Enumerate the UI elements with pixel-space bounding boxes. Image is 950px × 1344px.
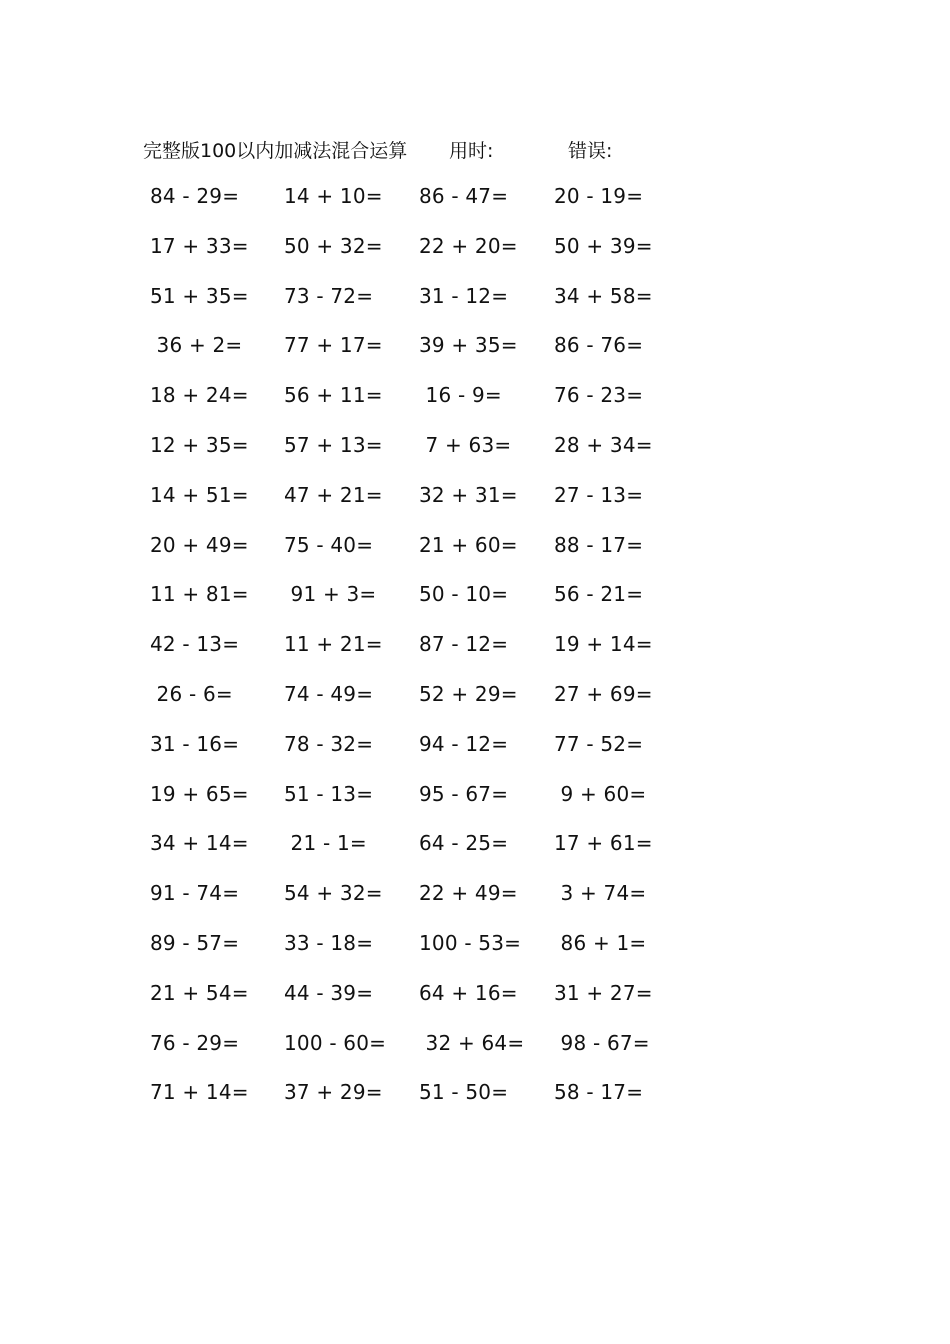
math-problem: 19 + 65= xyxy=(150,781,249,806)
math-problem: 14 + 51= xyxy=(150,482,249,507)
problem-row xyxy=(0,827,950,877)
problem-row xyxy=(0,429,950,479)
math-problem: 98 - 67= xyxy=(554,1030,650,1055)
math-problem: 16 - 9= xyxy=(419,383,502,408)
math-problem: 9 + 60= xyxy=(554,781,647,806)
math-problem: 77 - 52= xyxy=(554,731,644,756)
math-problem: 50 + 39= xyxy=(554,233,653,258)
math-problem: 20 + 49= xyxy=(150,532,249,557)
math-problem: 86 - 76= xyxy=(554,333,644,358)
problem-row xyxy=(0,728,950,778)
problem-row xyxy=(0,479,950,529)
math-problem: 11 + 21= xyxy=(284,632,383,657)
problem-row xyxy=(0,977,950,1027)
problem-row xyxy=(0,329,950,379)
math-problem: 33 - 18= xyxy=(284,930,374,955)
math-problem: 88 - 17= xyxy=(554,532,644,557)
math-problem: 76 - 23= xyxy=(554,383,644,408)
math-problem: 17 + 33= xyxy=(150,233,249,258)
problem-row xyxy=(0,280,950,330)
math-problem: 89 - 57= xyxy=(150,930,240,955)
math-problem: 86 + 1= xyxy=(554,930,647,955)
math-problem: 95 - 67= xyxy=(419,781,509,806)
problem-row xyxy=(0,778,950,828)
time-used-label: 用时: xyxy=(449,140,494,162)
math-problem: 50 - 10= xyxy=(419,582,509,607)
math-problem: 31 - 16= xyxy=(150,731,240,756)
math-problem: 36 + 2= xyxy=(150,333,243,358)
problem-row xyxy=(0,230,950,280)
math-problem: 12 + 35= xyxy=(150,432,249,457)
problem-row xyxy=(0,578,950,628)
math-problem: 100 - 60= xyxy=(284,1030,387,1055)
errors-label: 错误: xyxy=(568,140,613,162)
worksheet-title: 完整版100以内加减法混合运算 xyxy=(143,140,408,162)
math-problem: 91 + 3= xyxy=(284,582,377,607)
math-problem: 27 - 13= xyxy=(554,482,644,507)
math-problem: 17 + 61= xyxy=(554,831,653,856)
problem-row xyxy=(0,927,950,977)
math-problem: 64 + 16= xyxy=(419,980,518,1005)
math-problem: 84 - 29= xyxy=(150,184,240,208)
problem-row xyxy=(0,1076,950,1126)
math-problem: 50 + 32= xyxy=(284,233,383,258)
math-problem: 18 + 24= xyxy=(150,383,249,408)
problem-row xyxy=(0,529,950,579)
math-problem: 31 + 27= xyxy=(554,980,653,1005)
math-problem: 51 - 50= xyxy=(419,1080,509,1105)
math-problem: 22 + 20= xyxy=(419,233,518,258)
problem-row xyxy=(0,1027,950,1077)
math-problem: 87 - 12= xyxy=(419,632,509,657)
math-problem: 32 + 64= xyxy=(419,1030,525,1055)
math-problem: 54 + 32= xyxy=(284,881,383,906)
math-problem: 71 + 14= xyxy=(150,1080,249,1105)
math-problem: 56 - 21= xyxy=(554,582,644,607)
math-problem: 56 + 11= xyxy=(284,383,383,408)
problem-row xyxy=(0,180,950,230)
math-problem: 47 + 21= xyxy=(284,482,383,507)
math-problem: 51 + 35= xyxy=(150,283,249,308)
problem-row xyxy=(0,877,950,927)
math-problem: 86 - 47= xyxy=(419,184,509,208)
math-problem: 28 + 34= xyxy=(554,432,653,457)
math-problem: 77 + 17= xyxy=(284,333,383,358)
math-problem: 58 - 17= xyxy=(554,1080,644,1105)
math-problem: 64 - 25= xyxy=(419,831,509,856)
math-problem: 22 + 49= xyxy=(419,881,518,906)
math-problem: 52 + 29= xyxy=(419,681,518,706)
math-problem: 37 + 29= xyxy=(284,1080,383,1105)
math-problem: 44 - 39= xyxy=(284,980,374,1005)
math-problem: 34 + 14= xyxy=(150,831,249,856)
math-problem: 34 + 58= xyxy=(554,283,653,308)
problem-row xyxy=(0,379,950,429)
math-problem: 57 + 13= xyxy=(284,432,383,457)
problem-grid xyxy=(0,180,950,1126)
math-problem: 78 - 32= xyxy=(284,731,374,756)
math-problem: 14 + 10= xyxy=(284,184,383,208)
math-problem: 94 - 12= xyxy=(419,731,509,756)
problem-row xyxy=(0,678,950,728)
math-problem: 26 - 6= xyxy=(150,681,233,706)
math-problem: 27 + 69= xyxy=(554,681,653,706)
math-problem: 100 - 53= xyxy=(419,930,522,955)
math-problem: 75 - 40= xyxy=(284,532,374,557)
math-problem: 32 + 31= xyxy=(419,482,518,507)
math-problem: 21 - 1= xyxy=(284,831,367,856)
math-problem: 31 - 12= xyxy=(419,283,509,308)
math-problem: 76 - 29= xyxy=(150,1030,240,1055)
math-problem: 42 - 13= xyxy=(150,632,240,657)
problem-row xyxy=(0,628,950,678)
math-problem: 51 - 13= xyxy=(284,781,374,806)
math-problem: 91 - 74= xyxy=(150,881,240,906)
math-problem: 20 - 19= xyxy=(554,184,644,208)
math-problem: 39 + 35= xyxy=(419,333,518,358)
math-problem: 3 + 74= xyxy=(554,881,647,906)
math-problem: 11 + 81= xyxy=(150,582,249,607)
math-problem: 21 + 60= xyxy=(419,532,518,557)
math-problem: 21 + 54= xyxy=(150,980,249,1005)
math-problem: 7 + 63= xyxy=(419,432,512,457)
math-problem: 73 - 72= xyxy=(284,283,374,308)
math-problem: 74 - 49= xyxy=(284,681,374,706)
math-problem: 19 + 14= xyxy=(554,632,653,657)
worksheet-header xyxy=(0,136,950,166)
